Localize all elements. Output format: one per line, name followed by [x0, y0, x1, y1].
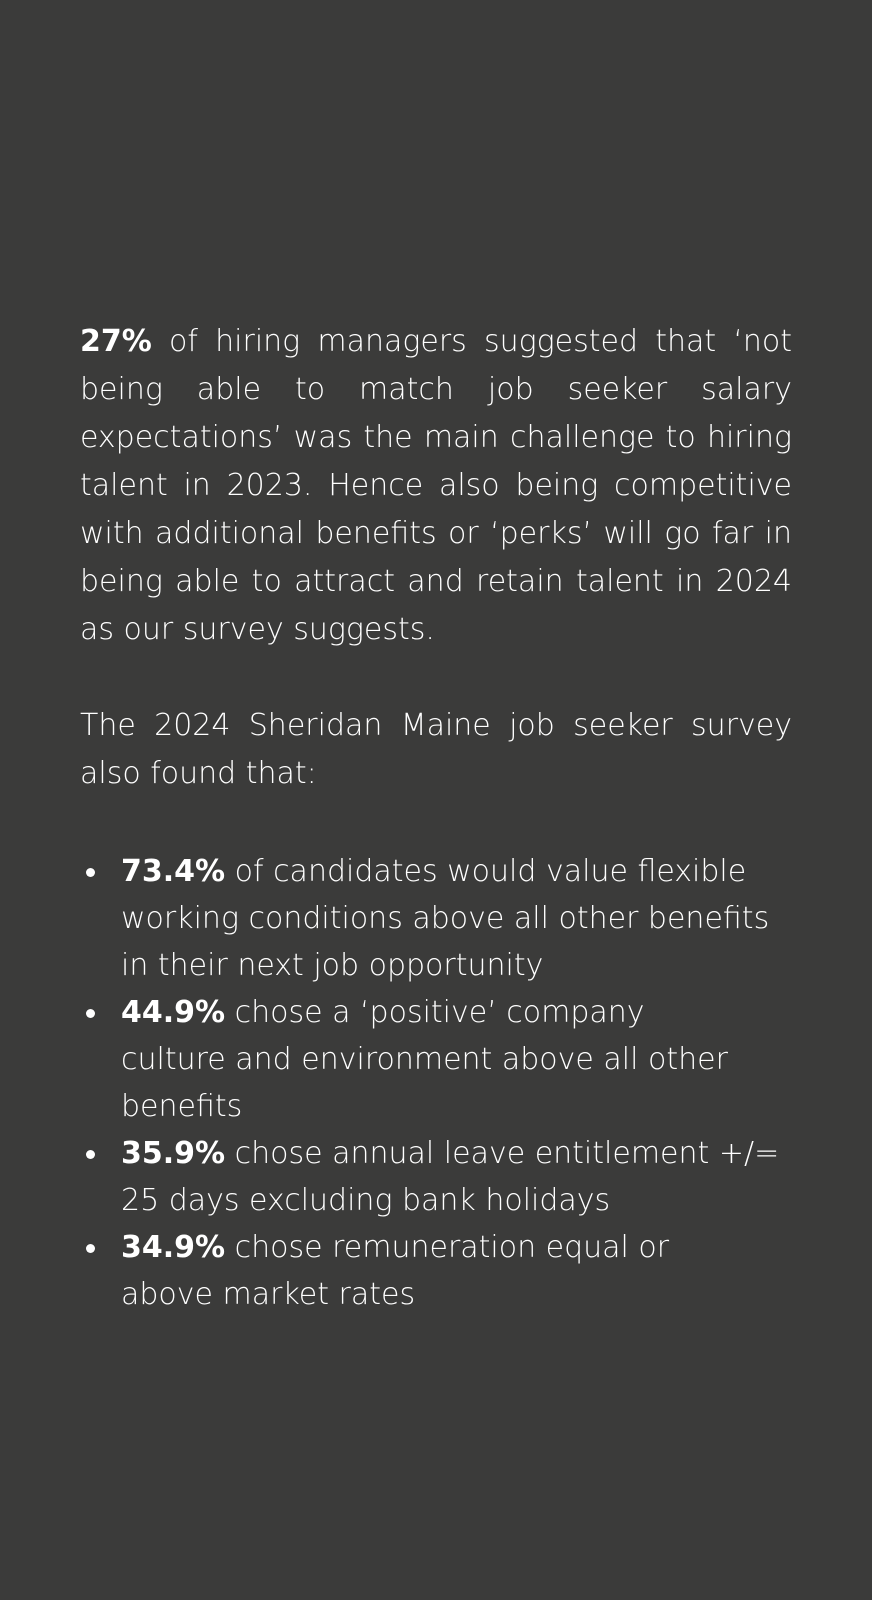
intro-paragraph: [80, 318, 792, 654]
bullet-icon: [86, 1009, 95, 1018]
survey-paragraph-text: The 2024 Sheridan Maine job seeker survey also found that:: [80, 708, 792, 791]
bullet-icon: [86, 868, 95, 877]
stat-highlight: 35.9%: [121, 1136, 226, 1171]
list-item: [80, 1224, 741, 1318]
list-item: [80, 989, 731, 1130]
bullet-icon: [86, 1244, 95, 1253]
finding-text: chose annual leave entitlement +/= 25 days excluding bank holidays: [121, 1136, 780, 1218]
finding-text: chose remuneration equal or above market rates: [121, 1230, 670, 1312]
finding-text: of candidates would value flexible working conditions above all other benefits in their next job opportunity: [121, 854, 770, 983]
stat-highlight: 27%: [80, 324, 152, 359]
intro-paragraph-text: of hiring managers suggested that ‘not being able to match job seeker salary expectations’ was the main challenge to hiring talent in 2023. Hence also being competitive with additional benefits or ‘perks’ will go far in being able to attract and retain talent in 2024 as our survey suggests.: [80, 324, 792, 647]
stat-highlight: 34.9%: [121, 1230, 226, 1265]
finding-text: chose a ‘positive’ company culture and environment above all other benefits: [121, 995, 728, 1124]
bullet-icon: [86, 1150, 95, 1159]
findings-list: [80, 848, 792, 1318]
stat-highlight: 44.9%: [121, 995, 226, 1030]
stat-highlight: 73.4%: [121, 854, 226, 889]
survey-paragraph: [80, 702, 792, 798]
list-item: [80, 848, 781, 989]
content-block: [80, 318, 792, 1318]
list-item: [80, 1130, 781, 1224]
